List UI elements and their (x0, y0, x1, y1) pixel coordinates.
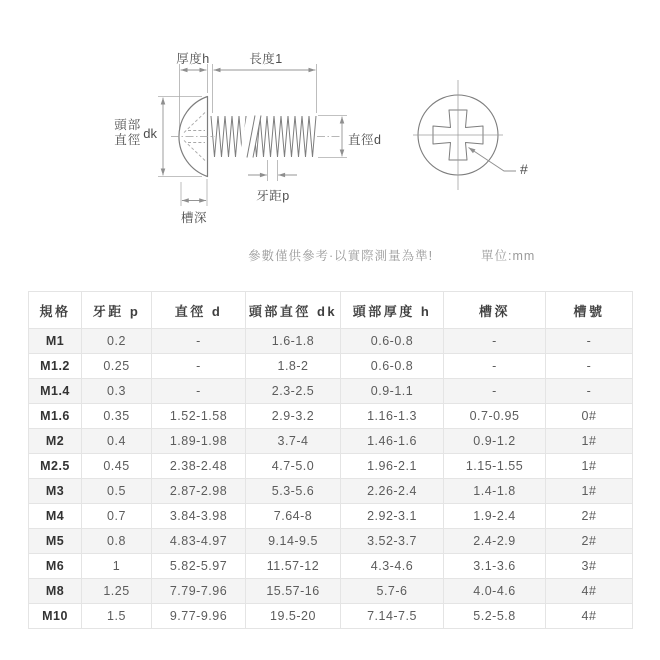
value-cell: 0.9-1.2 (444, 429, 546, 454)
value-cell: 7.79-7.96 (152, 579, 246, 604)
value-cell: 1# (546, 429, 633, 454)
dim-label-length: 長度1 (249, 52, 283, 66)
value-cell: 2.38-2.48 (152, 454, 246, 479)
value-cell: - (152, 329, 246, 354)
table-row (29, 579, 633, 604)
dim-label-diameter: 直徑d (348, 133, 382, 147)
spec-cell: M4 (29, 504, 82, 529)
head-diameter-symbol: dk (143, 125, 157, 141)
spec-cell: M2 (29, 429, 82, 454)
value-cell: 2.26-2.4 (341, 479, 444, 504)
spec-table-header (29, 292, 633, 329)
value-cell: 0.2 (82, 329, 152, 354)
drive-size-marker: # (520, 161, 528, 177)
dim-label-pitch: 牙距p (256, 189, 290, 203)
value-cell: - (152, 354, 246, 379)
disclaimer-text: 參數僅供參考·以實際測量為準! (248, 249, 434, 263)
value-cell: - (444, 354, 546, 379)
screw-diagram (0, 0, 660, 245)
spec-cell: M8 (29, 579, 82, 604)
head-diameter-text-top: 頭部 (114, 118, 142, 132)
value-cell: 1 (82, 554, 152, 579)
col-header-head-thickness: 頭部厚度 h (341, 292, 444, 329)
value-cell: 1.52-1.58 (152, 404, 246, 429)
crosshair-lines (413, 80, 503, 190)
value-cell: 0.8 (82, 529, 152, 554)
value-cell: 1.15-1.55 (444, 454, 546, 479)
value-cell: 9.14-9.5 (246, 529, 341, 554)
value-cell: 0.4 (82, 429, 152, 454)
spec-cell: M1.4 (29, 379, 82, 404)
value-cell: 1.5 (82, 604, 152, 629)
spec-cell: M10 (29, 604, 82, 629)
spec-cell: M2.5 (29, 454, 82, 479)
value-cell: 3.1-3.6 (444, 554, 546, 579)
dim-label-head-diameter (0, 118, 157, 148)
value-cell: 5.3-5.6 (246, 479, 341, 504)
table-row (29, 604, 633, 629)
value-cell: 0.7-0.95 (444, 404, 546, 429)
value-cell: 5.2-5.8 (444, 604, 546, 629)
value-cell: 7.14-7.5 (341, 604, 444, 629)
value-cell: 1.4-1.8 (444, 479, 546, 504)
value-cell: 19.5-20 (246, 604, 341, 629)
table-row (29, 379, 633, 404)
col-header-spec: 規格 (29, 292, 82, 329)
table-row (29, 429, 633, 454)
value-cell: 1.6-1.8 (246, 329, 341, 354)
value-cell: - (444, 329, 546, 354)
unit-text: 單位:mm (481, 249, 536, 263)
value-cell: 0# (546, 404, 633, 429)
value-cell: - (546, 354, 633, 379)
table-row (29, 354, 633, 379)
value-cell: 0.5 (82, 479, 152, 504)
head-diameter-text-bottom: 直徑 (114, 133, 142, 147)
value-cell: 1.8-2 (246, 354, 341, 379)
value-cell: - (152, 379, 246, 404)
value-cell: 2.9-3.2 (246, 404, 341, 429)
dim-label-slot-depth: 槽深 (180, 211, 208, 225)
value-cell: - (444, 379, 546, 404)
value-cell: 4.7-5.0 (246, 454, 341, 479)
value-cell: 15.57-16 (246, 579, 341, 604)
value-cell: 4.3-4.6 (341, 554, 444, 579)
value-cell: 3.84-3.98 (152, 504, 246, 529)
value-cell: - (546, 329, 633, 354)
value-cell: 11.57-12 (246, 554, 341, 579)
value-cell: 2.3-2.5 (246, 379, 341, 404)
value-cell: 7.64-8 (246, 504, 341, 529)
value-cell: 1.89-1.98 (152, 429, 246, 454)
spec-cell: M3 (29, 479, 82, 504)
value-cell: 2# (546, 529, 633, 554)
value-cell: 4.0-4.6 (444, 579, 546, 604)
thread-zigzag (211, 116, 316, 157)
value-cell: 0.3 (82, 379, 152, 404)
value-cell: 1.9-2.4 (444, 504, 546, 529)
value-cell: 3# (546, 554, 633, 579)
value-cell: 3.52-3.7 (341, 529, 444, 554)
value-cell: 0.6-0.8 (341, 329, 444, 354)
value-cell: 0.35 (82, 404, 152, 429)
table-row (29, 479, 633, 504)
thread-break-mask (239, 114, 261, 159)
col-header-pitch: 牙距 p (82, 292, 152, 329)
col-header-slot-number: 槽號 (546, 292, 633, 329)
value-cell: 2.4-2.9 (444, 529, 546, 554)
value-cell: 3.7-4 (246, 429, 341, 454)
value-cell: 2.92-3.1 (341, 504, 444, 529)
spec-cell: M5 (29, 529, 82, 554)
table-row (29, 554, 633, 579)
table-row (29, 329, 633, 354)
value-cell: 1# (546, 454, 633, 479)
value-cell: 1.96-2.1 (341, 454, 444, 479)
spec-cell: M1.6 (29, 404, 82, 429)
spec-cell: M1.2 (29, 354, 82, 379)
col-header-head-diameter: 頭部直徑 dk (246, 292, 341, 329)
value-cell: 1.16-1.3 (341, 404, 444, 429)
table-row (29, 529, 633, 554)
dim-label-head-thickness: 厚度h (176, 52, 210, 66)
value-cell: 0.9-1.1 (341, 379, 444, 404)
spec-cell: M1 (29, 329, 82, 354)
value-cell: 0.6-0.8 (341, 354, 444, 379)
value-cell: 4# (546, 579, 633, 604)
value-cell: 1# (546, 479, 633, 504)
value-cell: 0.45 (82, 454, 152, 479)
value-cell: 5.82-5.97 (152, 554, 246, 579)
spec-table-body (29, 329, 633, 629)
value-cell: 2.87-2.98 (152, 479, 246, 504)
value-cell: 5.7-6 (341, 579, 444, 604)
table-row (29, 454, 633, 479)
table-row (29, 504, 633, 529)
value-cell: - (546, 379, 633, 404)
spec-table (28, 291, 633, 629)
value-cell: 2# (546, 504, 633, 529)
value-cell: 4.83-4.97 (152, 529, 246, 554)
value-cell: 4# (546, 604, 633, 629)
value-cell: 1.25 (82, 579, 152, 604)
col-header-slot-depth: 槽深 (444, 292, 546, 329)
col-header-diameter: 直徑 d (152, 292, 246, 329)
value-cell: 9.77-9.96 (152, 604, 246, 629)
spec-cell: M6 (29, 554, 82, 579)
value-cell: 0.25 (82, 354, 152, 379)
header-row (29, 292, 633, 329)
value-cell: 0.7 (82, 504, 152, 529)
table-row (29, 404, 633, 429)
value-cell: 1.46-1.6 (341, 429, 444, 454)
